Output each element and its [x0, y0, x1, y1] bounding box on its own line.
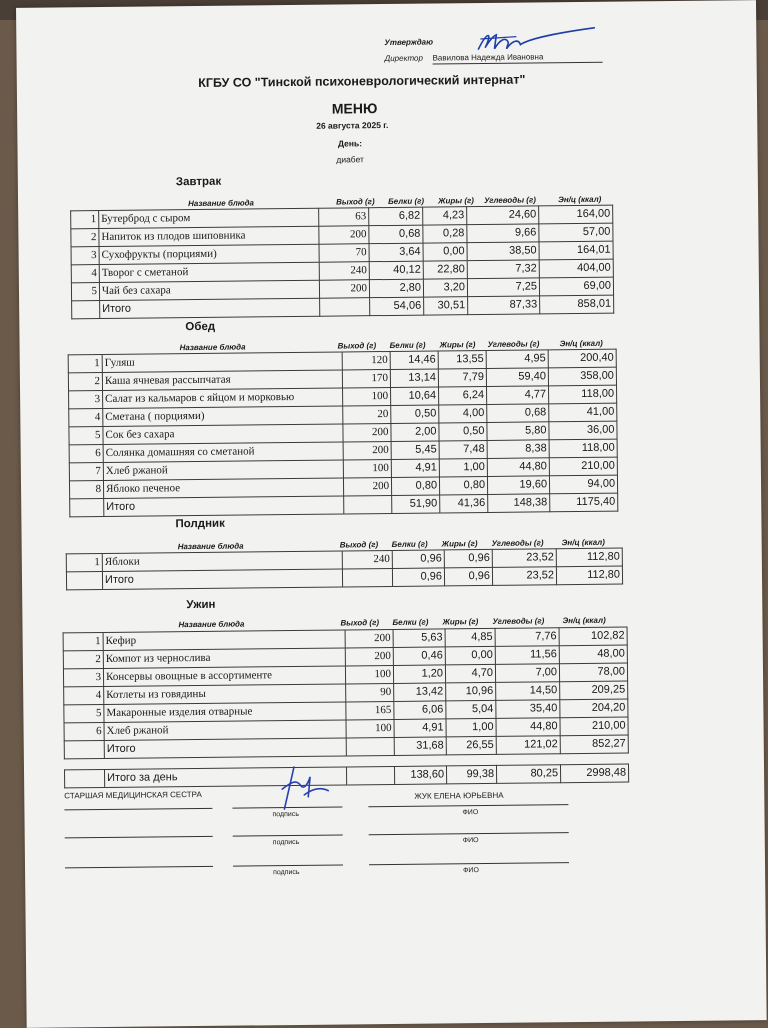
output-cell: 200 [319, 280, 369, 299]
output-cell: 100 [345, 665, 393, 684]
energy-cell: 94,00 [549, 475, 617, 494]
row-index: 1 [68, 354, 102, 372]
protein-cell: 0,96 [392, 550, 444, 569]
name-caption: ФИО [463, 867, 479, 875]
energy-cell: 358,00 [548, 367, 616, 386]
dish-name: Итого [104, 496, 344, 517]
row-index: 5 [71, 283, 99, 301]
nurse-name: ЖУК ЕЛЕНА ЮРЬЕВНА [414, 790, 504, 801]
protein-cell: 51,90 [392, 495, 440, 514]
approval-name: Вавилова Надежда Ивановна [432, 52, 544, 63]
energy-cell: 210,00 [560, 717, 628, 736]
approval-position: Директор [384, 53, 423, 64]
col-energy-header: Эн/ц (ккал) [561, 537, 605, 548]
energy-cell: 1175,40 [550, 493, 618, 512]
protein-cell: 13,42 [394, 683, 446, 702]
energy-cell: 209,25 [560, 681, 628, 700]
signature-line [233, 834, 343, 836]
dish-name: Итого [104, 738, 346, 759]
row-index: 2 [63, 650, 103, 668]
fat-cell: 3,20 [423, 279, 467, 297]
output-cell [344, 495, 392, 514]
fat-cell: 26,55 [446, 736, 496, 755]
row-index [72, 301, 100, 319]
protein-cell: 0,68 [369, 225, 423, 244]
energy-cell: 858,01 [540, 295, 614, 314]
carbs-cell: 80,25 [496, 765, 560, 784]
dish-name: Кефир [103, 630, 345, 651]
energy-cell: 78,00 [559, 663, 627, 682]
name-line [369, 832, 569, 835]
carbs-cell: 59,40 [486, 368, 548, 387]
protein-cell: 0,80 [391, 477, 439, 496]
col-protein-header: Белки (г) [388, 196, 425, 206]
dish-name: Итого за день [105, 767, 347, 788]
signature-caption: подпись [272, 838, 300, 847]
protein-cell: 0,46 [393, 647, 445, 666]
section-title-dinner: Ужин [186, 598, 216, 612]
col-carbs-header: Углеводы (г) [487, 339, 540, 349]
output-cell: 63 [319, 208, 369, 227]
energy-cell: 852,27 [560, 735, 628, 754]
row-index: 3 [63, 668, 103, 686]
output-cell: 165 [346, 701, 394, 720]
organization-name: КГБУ СО "Тинской психоневрологический интернат" [198, 72, 526, 90]
signature-line [65, 866, 213, 869]
col-protein-header: Белки (г) [391, 539, 428, 549]
protein-cell: 5,63 [393, 629, 445, 648]
protein-cell: 13,14 [390, 369, 438, 388]
col-fat-header: Жиры (г) [442, 617, 479, 627]
col-name-header: Название блюда [178, 619, 245, 630]
row-index: 5 [64, 704, 104, 722]
output-cell: 70 [319, 244, 369, 263]
col-carbs-header: Углеводы (г) [492, 616, 545, 626]
protein-cell: 54,06 [370, 297, 424, 316]
name-line [368, 804, 568, 807]
fat-cell: 5,04 [446, 700, 496, 719]
protein-cell: 6,82 [369, 207, 423, 226]
col-fat-header: Жиры (г) [438, 196, 474, 206]
col-fat-header: Жиры (г) [441, 539, 478, 549]
energy-cell: 102,82 [559, 627, 627, 646]
carbs-cell: 23,52 [492, 567, 556, 586]
energy-cell: 118,00 [549, 439, 617, 458]
signature-line [64, 808, 212, 811]
fat-cell: 22,80 [423, 261, 467, 279]
fat-cell: 4,70 [445, 664, 495, 683]
carbs-cell: 7,32 [467, 260, 539, 279]
protein-cell: 0,50 [391, 405, 439, 424]
col-carbs-header: Углеводы (г) [484, 195, 536, 205]
menu-date: 26 августа 2025 г. [316, 119, 389, 131]
protein-cell: 40,12 [369, 261, 423, 280]
energy-cell: 210,00 [549, 457, 617, 476]
energy-cell: 200,40 [548, 349, 616, 368]
signature-caption: подпись [273, 868, 300, 877]
protein-cell: 4,91 [391, 459, 439, 478]
output-cell [346, 737, 394, 756]
col-energy-header: Эн/ц (ккал) [559, 338, 603, 349]
signature-line [65, 836, 213, 839]
row-index: 6 [64, 722, 104, 740]
breakfast-table [70, 205, 614, 320]
energy-cell: 164,00 [539, 205, 613, 224]
section-title-snack: Полдник [175, 517, 225, 531]
dish-name: Сок без сахара [103, 424, 343, 445]
fat-cell: 0,00 [423, 243, 467, 261]
energy-cell: 112,80 [556, 566, 622, 585]
protein-cell: 31,68 [394, 737, 446, 756]
dish-name: Яблоки [102, 551, 342, 572]
carbs-cell: 121,02 [496, 736, 560, 755]
col-output-header: Выход (г) [336, 197, 375, 207]
dish-name: Каша ячневая рассыпчатая [102, 370, 342, 391]
col-fat-header: Жиры (г) [439, 340, 476, 350]
fat-cell: 0,80 [439, 476, 487, 495]
energy-cell: 41,00 [549, 403, 617, 422]
dinner-table [63, 627, 629, 760]
col-protein-header: Белки (г) [389, 340, 426, 350]
energy-cell: 69,00 [539, 277, 613, 296]
carbs-cell: 38,50 [467, 242, 539, 261]
col-name-header: Название блюда [188, 198, 255, 209]
row-index: 2 [71, 229, 99, 247]
dish-name: Напиток из плодов шиповника [99, 226, 319, 246]
carbs-cell: 44,80 [487, 458, 549, 477]
dish-name: Котлеты из говядины [104, 684, 346, 705]
protein-cell: 1,20 [393, 665, 445, 684]
protein-cell: 0,96 [392, 568, 444, 587]
row-index: 7 [69, 462, 103, 480]
fat-cell: 7,48 [439, 440, 487, 459]
fat-cell: 13,55 [438, 350, 486, 369]
carbs-cell: 35,40 [496, 700, 560, 719]
dish-name: Макаронные изделия отварные [104, 702, 346, 723]
fat-cell: 6,24 [439, 386, 487, 405]
output-cell: 100 [343, 459, 391, 478]
fat-cell: 0,28 [423, 225, 467, 243]
name-caption: ФИО [462, 809, 479, 817]
dish-name: Компот из чернослива [103, 648, 345, 669]
col-name-header: Название блюда [177, 541, 244, 552]
row-index: 5 [69, 426, 103, 444]
carbs-cell: 14,50 [496, 682, 560, 701]
fat-cell: 4,85 [445, 628, 495, 647]
carbs-cell: 4,77 [487, 386, 549, 405]
output-cell [346, 766, 394, 785]
protein-cell: 10,64 [391, 387, 439, 406]
row-index: 1 [66, 554, 102, 572]
energy-cell: 404,00 [539, 259, 613, 278]
row-index: 3 [71, 247, 99, 265]
section-title-breakfast: Завтрак [175, 175, 222, 189]
carbs-cell: 7,25 [467, 278, 539, 297]
day-label: День: [337, 138, 363, 149]
carbs-cell: 11,56 [495, 646, 559, 665]
energy-cell: 57,00 [539, 223, 613, 242]
energy-cell: 112,80 [556, 548, 622, 567]
protein-cell: 2,80 [369, 279, 423, 298]
dish-name: Гуляш [102, 352, 342, 373]
carbs-cell: 5,80 [487, 422, 549, 441]
fat-cell: 4,23 [423, 207, 467, 225]
output-cell: 200 [343, 477, 391, 496]
carbs-cell: 4,95 [486, 350, 548, 369]
nurse-position: СТАРШАЯ МЕДИЦИНСКАЯ СЕСТРА [64, 789, 202, 801]
fat-cell: 4,00 [439, 404, 487, 423]
fat-cell: 7,79 [438, 368, 486, 387]
fat-cell: 0,00 [445, 646, 495, 665]
fat-cell: 0,96 [444, 549, 492, 568]
row-index: 3 [69, 390, 103, 408]
row-index: 2 [68, 372, 102, 390]
signature-line [233, 864, 343, 866]
protein-cell: 3,64 [369, 243, 423, 262]
diet-label: диабет [336, 154, 364, 165]
carbs-cell: 8,38 [487, 440, 549, 459]
output-cell: 100 [343, 387, 391, 406]
output-cell: 170 [342, 369, 390, 388]
protein-cell: 2,00 [391, 423, 439, 442]
energy-cell: 2998,48 [560, 764, 628, 783]
col-protein-header: Белки (г) [392, 617, 429, 627]
fat-cell: 0,50 [439, 422, 487, 441]
dish-name: Салат из кальмаров с яйцом и морковью [103, 388, 343, 409]
dish-name: Сметана ( порциями) [103, 406, 343, 427]
row-index: 4 [69, 408, 103, 426]
protein-cell: 4,91 [394, 719, 446, 738]
page-title: МЕНЮ [331, 100, 378, 117]
protein-cell: 138,60 [394, 766, 446, 785]
signature-caption: подпись [272, 810, 299, 819]
output-cell: 200 [345, 647, 393, 666]
menu-document [16, 0, 767, 1028]
output-cell: 120 [342, 351, 390, 370]
col-energy-header: Эн/ц (ккал) [558, 194, 602, 205]
carbs-cell: 7,00 [495, 664, 559, 683]
snack-table [66, 548, 623, 591]
energy-cell: 204,20 [560, 699, 628, 718]
output-cell: 240 [342, 550, 392, 569]
carbs-cell: 44,80 [496, 718, 560, 737]
output-cell: 20 [343, 405, 391, 424]
energy-cell: 48,00 [559, 645, 627, 664]
row-index: 1 [71, 211, 99, 229]
dish-name: Солянка домашняя со сметаной [103, 442, 343, 463]
output-cell: 100 [346, 719, 394, 738]
fat-cell: 1,00 [446, 718, 496, 737]
col-output-header: Выход (г) [339, 540, 379, 550]
fat-cell: 30,51 [424, 297, 468, 315]
output-cell [320, 298, 370, 317]
row-index: 6 [69, 444, 103, 462]
lunch-table [68, 349, 619, 518]
col-output-header: Выход (г) [340, 618, 380, 628]
day-total-table [64, 763, 629, 788]
dish-name: Итого [100, 298, 320, 318]
row-index: 4 [71, 265, 99, 283]
carbs-cell: 9,66 [467, 224, 539, 243]
carbs-cell: 148,38 [488, 494, 550, 513]
protein-cell: 14,46 [390, 351, 438, 370]
nurse-signature [272, 765, 335, 819]
protein-cell: 6,06 [394, 701, 446, 720]
dish-name: Бутерброд с сыром [99, 208, 319, 228]
row-index [66, 572, 102, 590]
row-index [64, 740, 104, 758]
output-cell: 90 [346, 683, 394, 702]
energy-cell: 164,01 [539, 241, 613, 260]
dish-name: Сухофрукты (порциями) [99, 244, 319, 264]
output-cell: 200 [319, 226, 369, 245]
row-index: 1 [63, 632, 103, 650]
output-cell: 200 [343, 423, 391, 442]
output-cell: 200 [343, 441, 391, 460]
dish-name: Чай без сахара [99, 280, 319, 300]
dish-name: Итого [102, 569, 342, 590]
col-output-header: Выход (г) [337, 341, 377, 351]
output-cell: 200 [345, 629, 393, 648]
protein-cell: 5,45 [391, 441, 439, 460]
name-line [369, 862, 569, 865]
row-index [65, 769, 105, 787]
fat-cell: 10,96 [446, 682, 496, 701]
section-title-lunch: Обед [185, 320, 216, 334]
total-row [65, 764, 629, 788]
carbs-cell: 7,76 [495, 628, 559, 647]
fat-cell: 1,00 [439, 458, 487, 477]
dish-name: Хлеб ржаной [103, 460, 343, 481]
row-index: 4 [64, 686, 104, 704]
carbs-cell: 19,60 [487, 476, 549, 495]
col-name-header: Название блюда [179, 342, 246, 353]
col-energy-header: Эн/ц (ккал) [562, 615, 606, 626]
carbs-cell: 24,60 [467, 206, 539, 225]
energy-cell: 118,00 [549, 385, 617, 404]
carbs-cell: 0,68 [487, 404, 549, 423]
row-index [70, 498, 104, 516]
director-signature [456, 26, 606, 62]
name-caption: ФИО [462, 837, 479, 845]
fat-cell: 41,36 [440, 494, 488, 513]
approval-title: Утверждаю [384, 37, 434, 48]
fat-cell: 0,96 [444, 567, 492, 586]
carbs-cell: 87,33 [468, 296, 540, 315]
fat-cell: 99,38 [446, 765, 496, 784]
dish-name: Творог с сметаной [99, 262, 319, 282]
energy-cell: 36,00 [549, 421, 617, 440]
output-cell [342, 568, 392, 587]
output-cell: 240 [319, 262, 369, 281]
carbs-cell: 23,52 [492, 549, 556, 568]
dish-name: Хлеб ржаной [104, 720, 346, 741]
row-index: 8 [69, 480, 103, 498]
col-carbs-header: Углеводы (г) [491, 538, 544, 548]
dish-name: Яблоко печеное [103, 478, 343, 499]
dish-name: Консервы овощные в ассортименте [103, 666, 345, 687]
